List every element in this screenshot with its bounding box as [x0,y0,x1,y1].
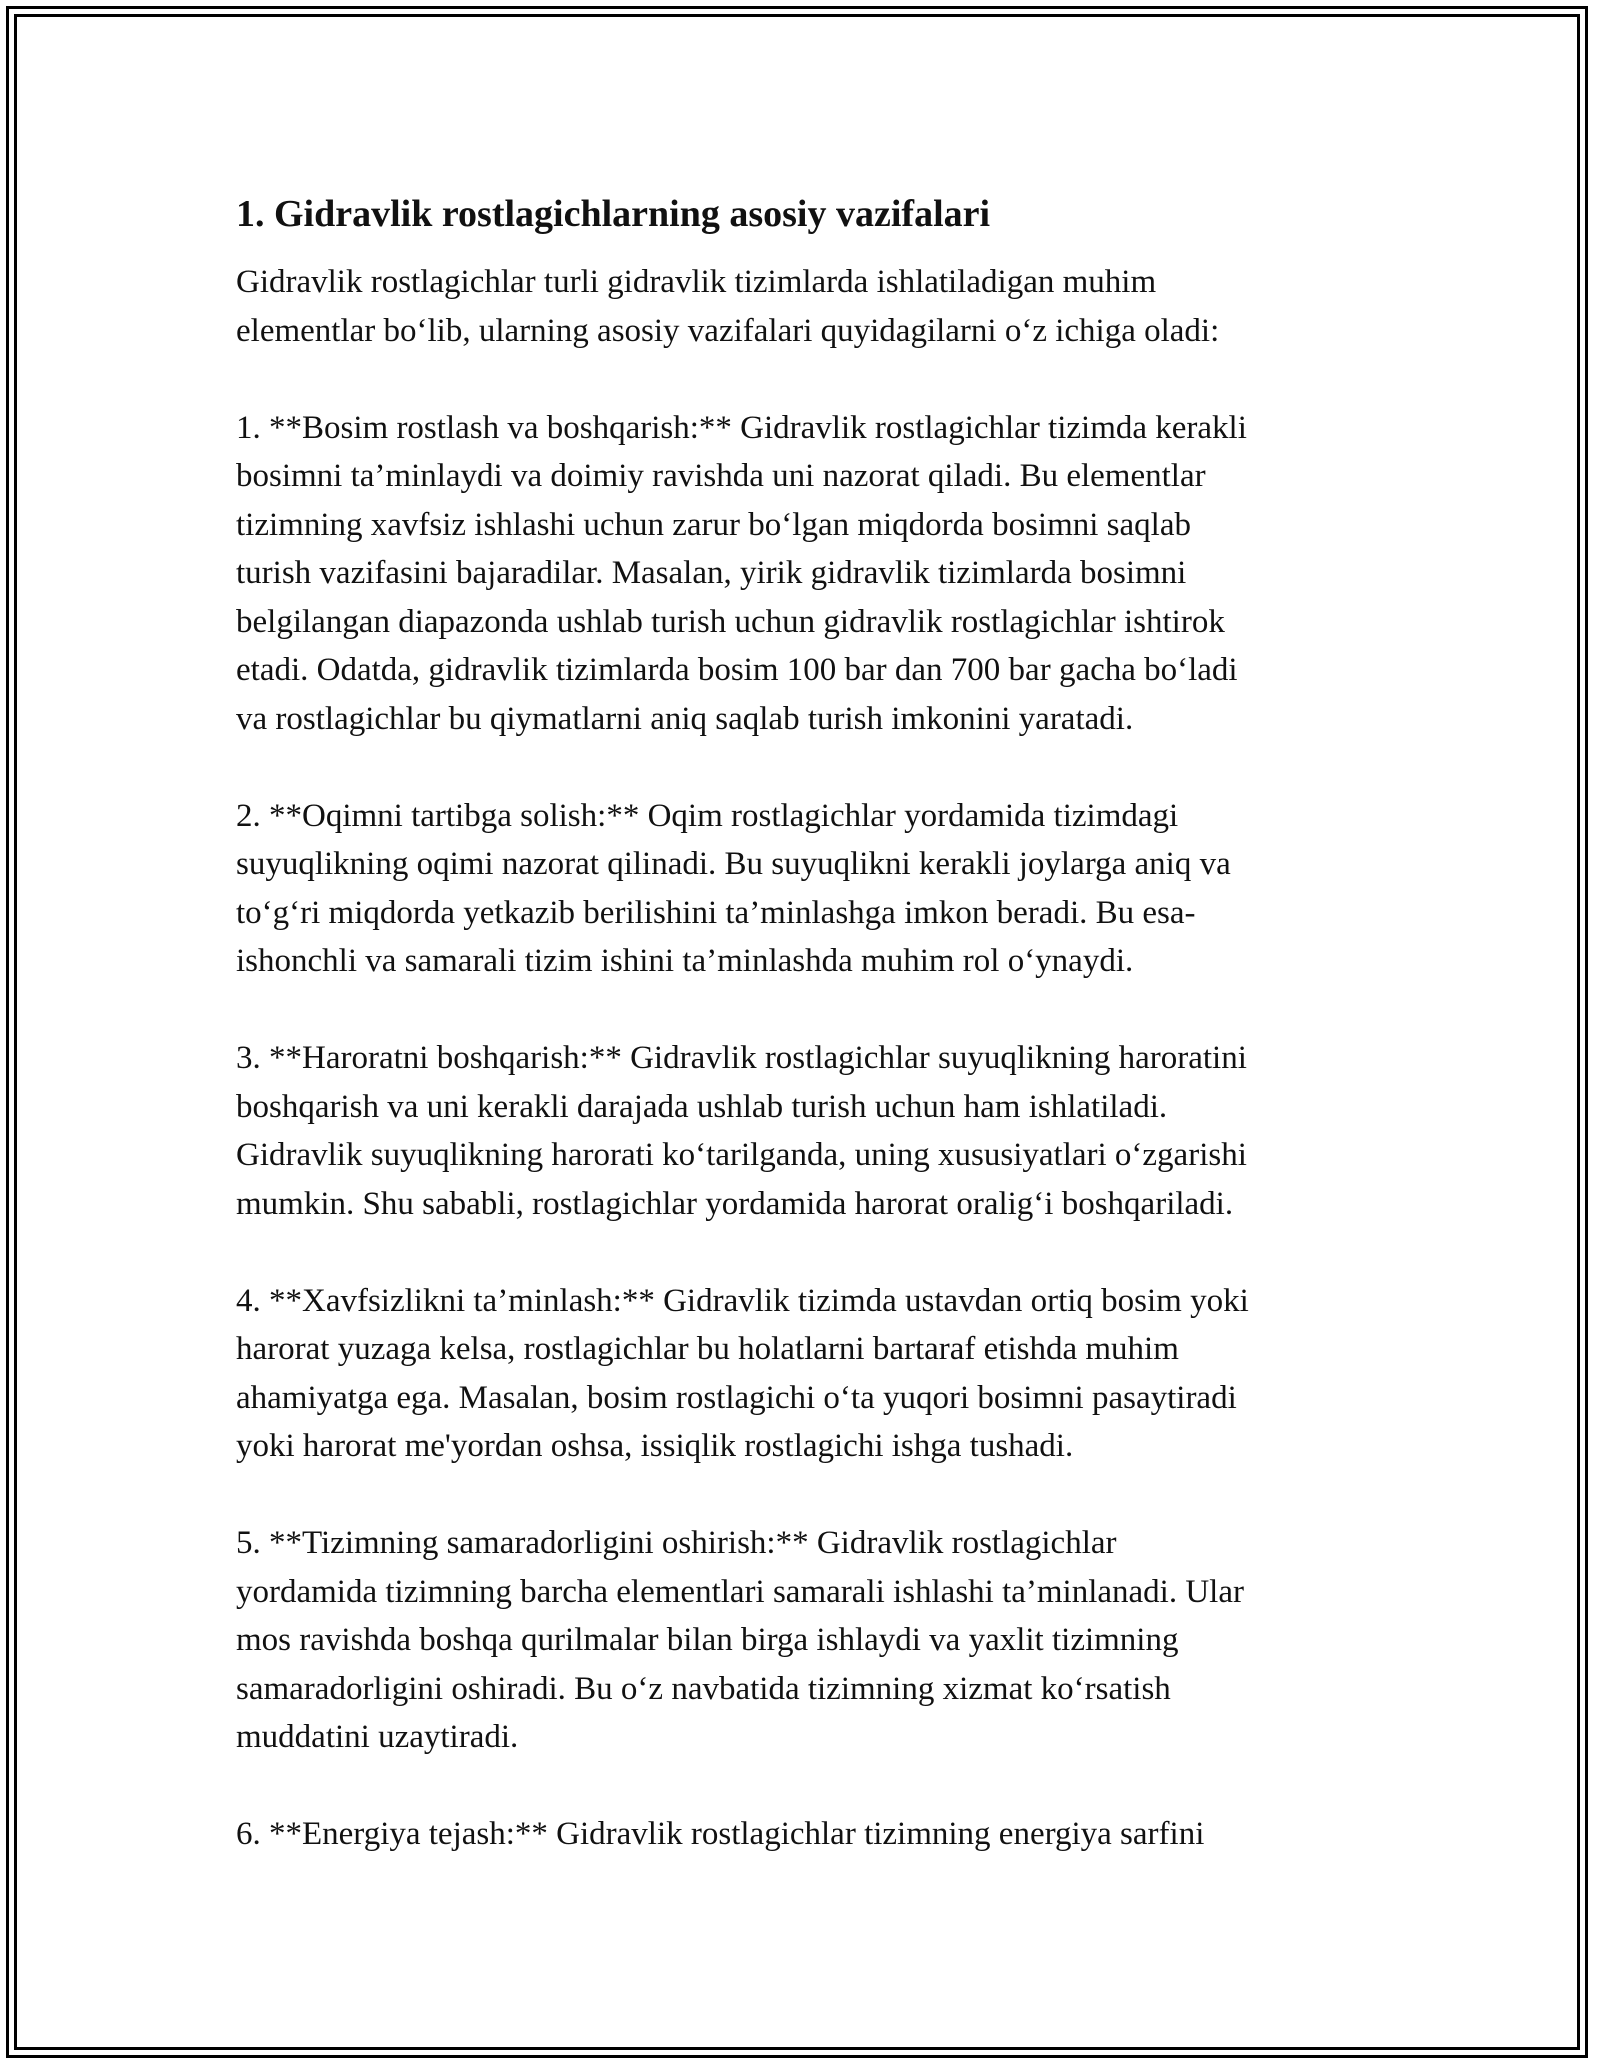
intro-paragraph: Gidravlik rostlagichlar turli gidravlik tizimlarda ishlatiladigan muhim elementlar bo‘lib, ularning asosiy vazifalari quyidagilarni o‘z ichiga oladi: [236,264,1220,349]
list-item-temperature-control: 3. **Haroratni boshqarish:** Gidravlik rostlagichlar suyuqlikning haroratini boshqarish va uni kerakli darajada ushlab turish uchun ham ishlatiladi. Gidravlik suyuqlikning harorati ko‘tarilganda, uning xususiyatlari o‘zgarishi mumkin. Shu sababli, rostlagichlar yordamida harorat oralig‘i boshqariladi. [236,1040,1247,1222]
list-item-safety: 4. **Xavfsizlikni ta’minlash:** Gidravlik tizimda ustavdan ortiq bosim yoki harorat yuzaga kelsa, rostlagichlar bu holatlarni bartaraf etishda muhim ahamiyatga ega. Masalan, bosim rostlagichi o‘ta yuqori bosimni pasaytiradi yoki harorat me'yordan oshsa, issiqlik rostlagichi ishga tushadi. [236,1282,1249,1464]
list-item-flow-regulation: 2. **Oqimni tartibga solish:** Oqim rostlagichlar yordamida tizimdagi suyuqlikning oqimi nazorat qilinadi. Bu suyuqlikni kerakli joylarga aniq va to‘g‘ri miqdorda yetkazib berilishini ta’minlashga imkon beradi. Bu esa- ishonchli va samarali tizim ishini ta’minlashda muhim rol o‘ynaydi. [236,797,1231,979]
document-body [236,186,1376,1859]
list-item-pressure-control: 1. **Bosim rostlash va boshqarish:** Gidravlik rostlagichlar tizimda kerakli bosimni ta’minlaydi va doimiy ravishda uni nazorat qiladi. Bu elementlar tizimning xavfsiz ishlashi uchun zarur bo‘lgan miqdorda bosimni saqlab turish vazifasini bajaradilar. Masalan, yirik gidravlik tizimlarda bosimni belgilangan diapazonda ushlab turish uchun gidravlik rostlagichlar ishtirok etadi. Odatda, gidravlik tizimlarda bosim 100 bar dan 700 bar gacha bo‘ladi va rostlagichlar bu qiymatlarni aniq saqlab turish imkonini yaratadi. [236,409,1247,737]
document-title: 1. Gidravlik rostlagichlarning asosiy vazifalari [236,193,991,235]
list-item-energy-saving: 6. **Energiya tejash:** Gidravlik rostlagichlar tizimning energiya sarfini [236,1816,1205,1852]
list-item-efficiency: 5. **Tizimning samaradorligini oshirish:** Gidravlik rostlagichlar yordamida tizimning barcha elementlari samarali ishlashi ta’minlanadi. Ular mos ravishda boshqa qurilmalar bilan birga ishlaydi va yaxlit tizimning samaradorligini oshiradi. Bu o‘z navbatida tizimning xizmat ko‘rsatish muddatini uzaytiradi. [236,1525,1244,1755]
